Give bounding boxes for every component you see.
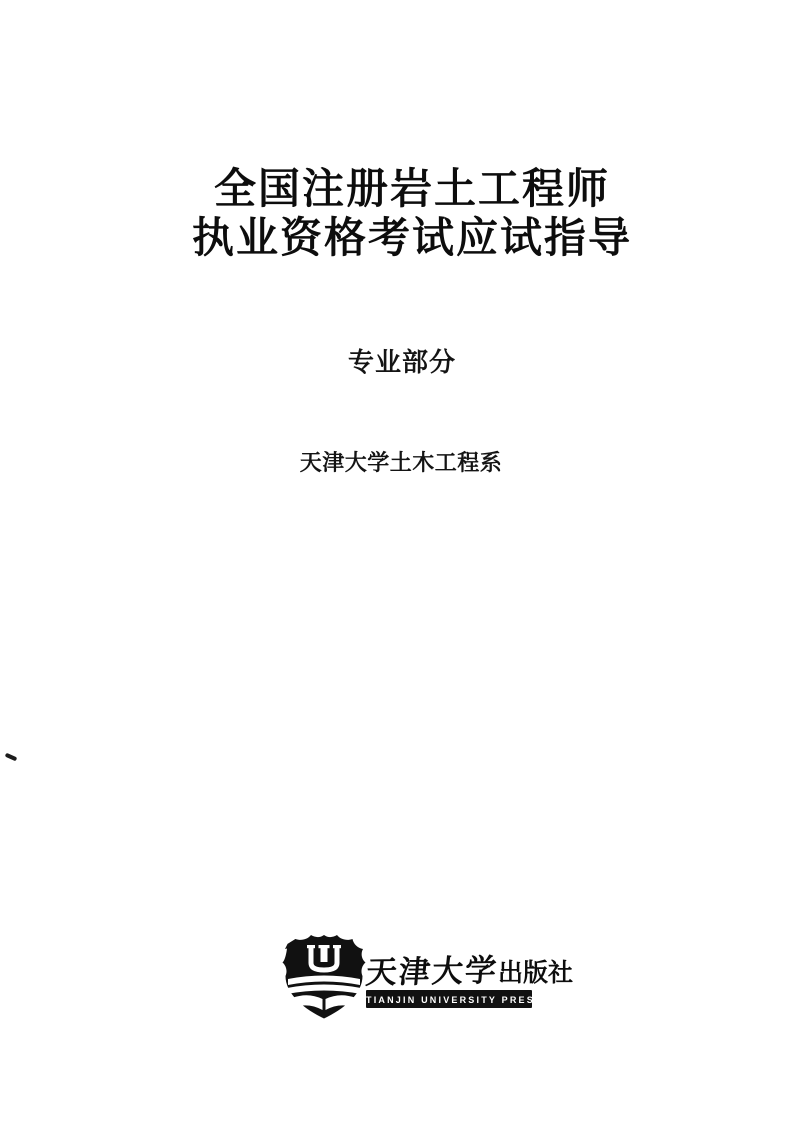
scan-artifact-mark bbox=[5, 753, 18, 762]
publisher-name-en-bar bbox=[366, 990, 544, 1008]
book-title bbox=[32, 164, 792, 262]
publisher-name-cn bbox=[364, 952, 574, 991]
publisher-name-en: TIANJIN UNIVERSITY PRESS bbox=[366, 995, 544, 1005]
author-line: 天津大学土木工程系 bbox=[299, 450, 503, 475]
tianjin-university-shield-logo-icon bbox=[278, 933, 370, 1020]
book-title-line1: 全国注册岩土工程师 bbox=[213, 165, 610, 212]
publisher-name-block bbox=[366, 933, 573, 1008]
publisher-block bbox=[278, 933, 573, 1020]
book-title-line2: 执业资格考试应试指导 bbox=[191, 214, 632, 261]
publisher-name-cn-print: 出版社 bbox=[498, 959, 574, 987]
publisher-name-cn-script: 天津大学 bbox=[364, 952, 500, 991]
edition-label: 专业部分 bbox=[347, 347, 456, 377]
